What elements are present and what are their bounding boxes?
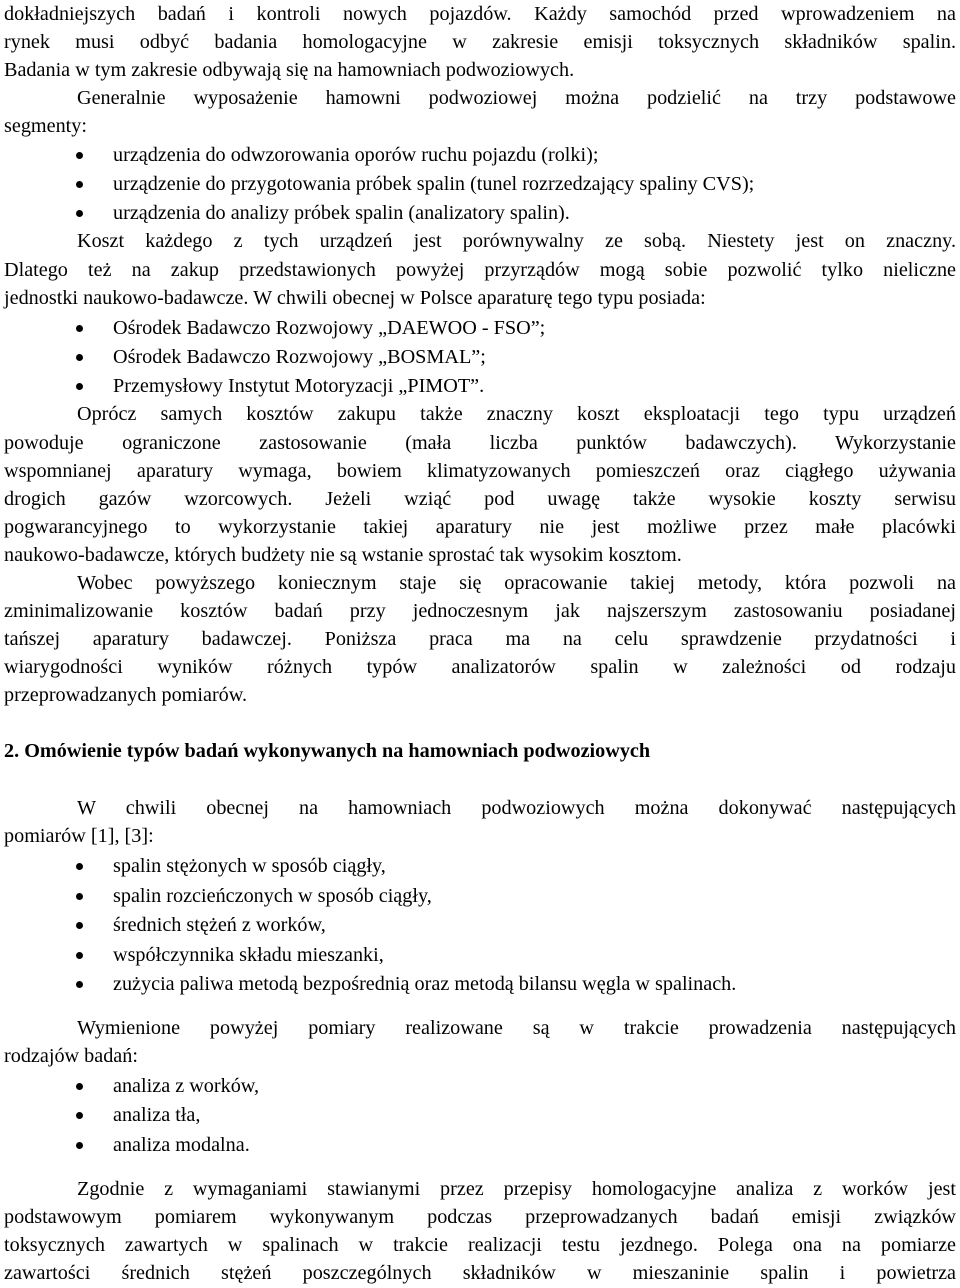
list-item — [0, 882, 960, 910]
text-line: jednostki naukowo-badawcze. W chwili obecnej w Polsce aparaturę tego typu posiada: — [4, 287, 706, 309]
text-line: tańszej aparatury badawczej. Poniższa praca ma na celu sprawdzenie przydatności i — [4, 628, 956, 650]
text-line: toksycznych zawartych w spalinach w trakcie realizacji testu jezdnego. Polega ona na pomiarze — [4, 1234, 956, 1256]
list-item-text: analiza z worków, — [113, 1075, 260, 1097]
text-line: rynek musi odbyć badania homologacyjne w zakresie emisji toksycznych składników spalin. — [4, 31, 956, 53]
bullet-icon — [76, 1112, 83, 1119]
bullet-icon — [76, 952, 83, 959]
text-line: dokładniejszych badań i kontroli nowych pojazdów. Każdy samochód przed wprowadzeniem na — [4, 3, 956, 25]
list-item-text: zużycia paliwa metodą bezpośrednią oraz metodą bilansu węgla w spalinach. — [113, 973, 737, 995]
text-line: rodzajów badań: — [4, 1045, 138, 1067]
text-line: Generalnie wyposażenie hamowni podwoziowej można podzielić na trzy podstawowe — [77, 87, 956, 109]
section-heading: 2. Omówienie typów badań wykonywanych na hamowniach podwoziowych — [4, 740, 651, 762]
list-item-text: średnich stężeń z worków, — [113, 914, 326, 936]
text-line: drogich gazów wzorcowych. Jeżeli wziąć pod uwagę także wysokie koszty serwisu — [4, 488, 956, 510]
text-line: zminimalizowanie kosztów badań przy jednoczesnym jak najszerszym zastosowaniu posiadanej — [4, 600, 956, 622]
list-item — [0, 970, 960, 998]
bullet-icon — [76, 210, 83, 217]
list-item — [0, 343, 960, 371]
text-line: Badania w tym zakresie odbywają się na hamowniach podwoziowych. — [4, 59, 575, 81]
text-line: segmenty: — [4, 115, 87, 137]
text-line: W chwili obecnej na hamowniach podwoziowych można dokonywać następujących — [77, 797, 956, 819]
list-item-text: Przemysłowy Instytut Motoryzacji „PIMOT”. — [113, 375, 485, 397]
list-item — [0, 852, 960, 880]
bullet-icon — [76, 922, 83, 929]
list-item — [0, 911, 960, 939]
list-item — [0, 1101, 960, 1129]
list-item-text: spalin rozcieńczonych w sposób ciągły, — [113, 885, 432, 907]
bullet-icon — [76, 863, 83, 870]
text-line: wiarygodności wyników różnych typów analizatorów spalin w zależności od rodzaju — [4, 656, 956, 678]
bullet-icon — [76, 981, 83, 988]
list-item-text: Ośrodek Badawczo Rozwojowy „BOSMAL”; — [113, 346, 486, 368]
bullet-icon — [76, 152, 83, 159]
list-item-text: Ośrodek Badawczo Rozwojowy „DAEWOO - FSO”; — [113, 317, 546, 339]
text-line: pomiarów [1], [3]: — [4, 825, 154, 847]
text-line: przeprowadzanych pomiarów. — [4, 684, 248, 706]
list-item — [0, 1131, 960, 1159]
text-line: naukowo-badawcze, których budżety nie są wstanie sprostać tak wysokim kosztom. — [4, 544, 682, 566]
text-line: wspomnianej aparatury wymaga, bowiem klimatyzowanych pomieszczeń oraz ciągłego używania — [4, 460, 956, 482]
list-item-text: urządzenia do analizy próbek spalin (analizatory spalin). — [113, 202, 570, 224]
bullet-icon — [76, 325, 83, 332]
text-line: Wobec powyższego koniecznym staje się opracowanie takiej metody, która pozwoli na — [77, 572, 956, 594]
text-line: Oprócz samych kosztów zakupu także znaczny koszt eksploatacji tego typu urządzeń — [77, 403, 956, 425]
list-item — [0, 199, 960, 227]
bullet-icon — [76, 354, 83, 361]
text-line: Koszt każdego z tych urządzeń jest porównywalny ze sobą. Niestety jest on znaczny. — [77, 230, 956, 252]
list-item — [0, 1072, 960, 1100]
text-line: Dlatego też na zakup przedstawionych powyżej przyrządów mogą sobie pozwolić tylko nieliczne — [4, 259, 956, 281]
text-line: Zgodnie z wymaganiami stawianymi przez przepisy homologacyjne analiza z worków jest — [77, 1178, 956, 1200]
list-item-text: urządzenie do przygotowania próbek spalin (tunel rozrzedzający spaliny CVS); — [113, 173, 755, 195]
text-line: pogwarancyjnego to wykorzystanie takiej aparatury nie jest możliwe przez małe placówki — [4, 516, 956, 538]
text-line: podstawowym pomiarem wykonywanym podczas przeprowadzanych badań emisji związków — [4, 1206, 956, 1228]
list-item — [0, 141, 960, 169]
bullet-icon — [76, 181, 83, 188]
bullet-icon — [76, 383, 83, 390]
list-item-text: współczynnika składu mieszanki, — [113, 944, 384, 966]
text-line: powoduje ograniczone zastosowanie (mała liczba punktów badawczych). Wykorzystanie — [4, 432, 956, 454]
list-item-text: urządzenia do odwzorowania oporów ruchu pojazdu (rolki); — [113, 144, 599, 166]
list-item-text: spalin stężonych w sposób ciągły, — [113, 855, 386, 877]
list-item-text: analiza modalna. — [113, 1134, 250, 1156]
list-item-text: analiza tła, — [113, 1104, 201, 1126]
bullet-icon — [76, 1083, 83, 1090]
bullet-icon — [76, 1142, 83, 1149]
list-item — [0, 941, 960, 969]
list-item — [0, 314, 960, 342]
text-line: Wymienione powyżej pomiary realizowane są w trakcie prowadzenia następujących — [77, 1017, 956, 1039]
bullet-icon — [76, 893, 83, 900]
list-item — [0, 170, 960, 198]
list-item — [0, 372, 960, 400]
text-line: zawartości średnich stężeń poszczególnych składników w mieszaninie spalin i powietrza — [4, 1262, 956, 1284]
